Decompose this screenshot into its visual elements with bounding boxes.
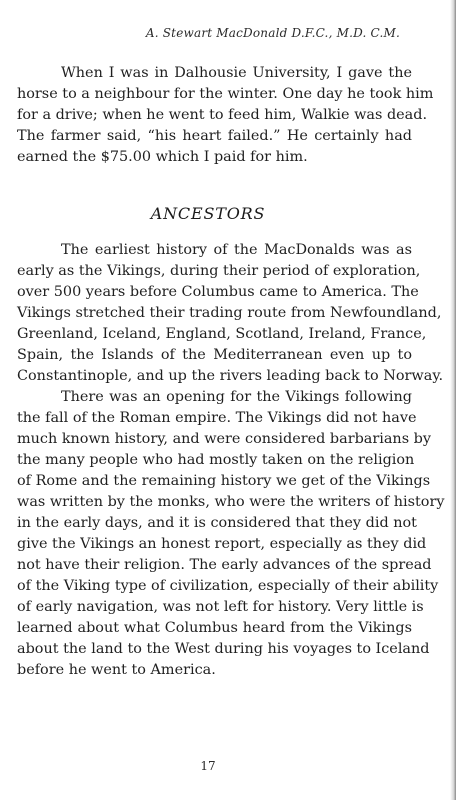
text-line: There was an opening for the Vikings following bbox=[61, 389, 412, 405]
text-line: learned about what Columbus heard from the Vikings bbox=[17, 620, 412, 636]
body-paragraph bbox=[17, 240, 444, 387]
text-line: Greenland, Iceland, England, Scotland, Ireland, France, bbox=[17, 326, 427, 342]
text-line: for a drive; when he went to feed him, Walkie was dead. bbox=[17, 107, 428, 123]
text-line: of the Viking type of civilization, especially of their ability bbox=[17, 578, 439, 594]
text-line: about the land to the West during his voyages to Iceland bbox=[17, 641, 430, 657]
text-line: early as the Vikings, during their period of exploration, bbox=[17, 263, 421, 279]
text-line: earned the $75.00 which I paid for him. bbox=[17, 149, 308, 165]
text-line: before he went to America. bbox=[17, 662, 216, 678]
running-head: A. Stewart MacDonald D.F.C., M.D. C.M. bbox=[145, 26, 400, 40]
text-line: The earliest history of the MacDonalds was as bbox=[61, 242, 412, 258]
text-line: over 500 years before Columbus came to America. The bbox=[17, 284, 419, 300]
text-line: much known history, and were considered barbarians by bbox=[17, 431, 431, 447]
text-line: the many people who had mostly taken on the religion bbox=[17, 452, 415, 468]
section-heading: ANCESTORS bbox=[150, 204, 266, 223]
text-line: give the Vikings an honest report, especially as they did bbox=[17, 536, 427, 552]
text-line: The farmer said, “his heart failed.” He certainly had bbox=[17, 128, 412, 144]
intro-paragraph bbox=[17, 63, 434, 168]
text-line: not have their religion. The early advances of the spread bbox=[17, 557, 432, 573]
text-line: in the early days, and it is considered that they did not bbox=[17, 515, 417, 531]
body-paragraph bbox=[17, 387, 445, 681]
page-number: 17 bbox=[200, 759, 216, 773]
text-line: Spain, the Islands of the Mediterranean even up to bbox=[17, 347, 412, 363]
text-line: was written by the monks, who were the writers of history bbox=[17, 494, 445, 510]
text-line: of Rome and the remaining history we get of the Vikings bbox=[17, 473, 431, 489]
text-line: the fall of the Roman empire. The Vikings did not have bbox=[17, 410, 417, 426]
text-line: of early navigation, was not left for history. Very little is bbox=[17, 599, 424, 615]
text-line: Vikings stretched their trading route from Newfoundland, bbox=[17, 305, 442, 321]
text-line: When I was in Dalhousie University, I gave the bbox=[61, 65, 412, 81]
text-line: horse to a neighbour for the winter. One day he took him bbox=[17, 86, 434, 102]
text-line: Constantinople, and up the rivers leading back to Norway. bbox=[17, 368, 444, 384]
page-edge-shadow bbox=[450, 0, 456, 800]
body-text bbox=[17, 240, 445, 681]
